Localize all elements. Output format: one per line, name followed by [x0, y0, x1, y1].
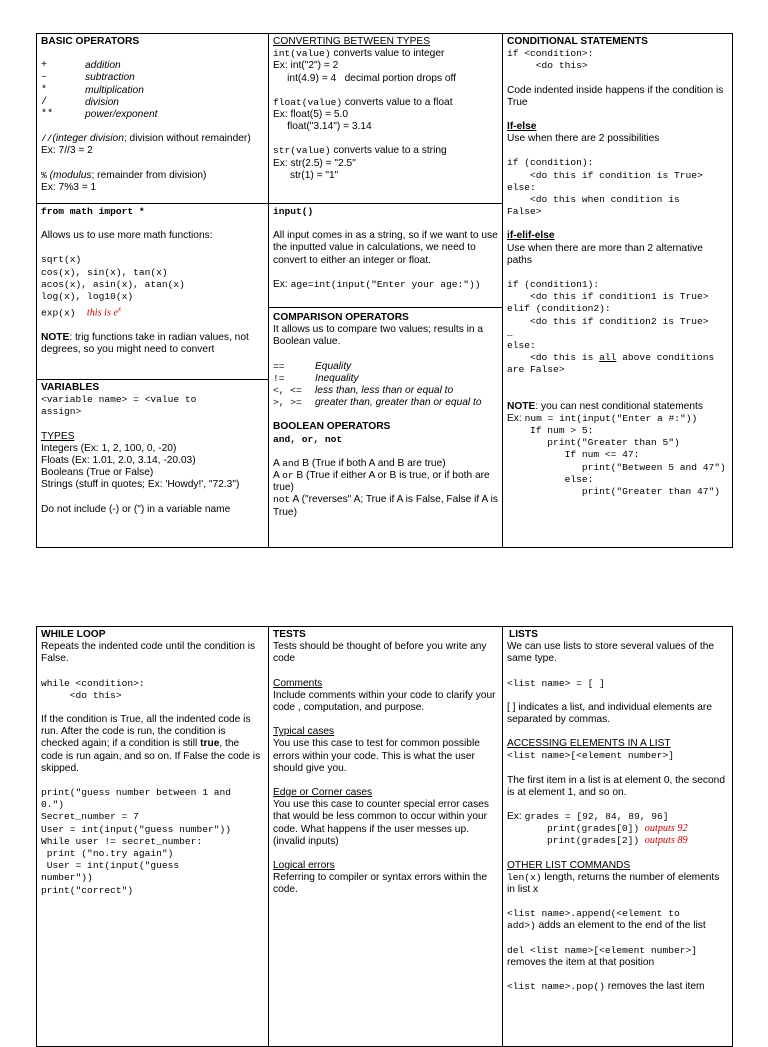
tests-cell — [269, 627, 503, 1047]
boolean-ops-line: and, or, not — [273, 433, 343, 445]
if-else-title: If-else — [507, 121, 537, 133]
comparison-row: != Inequality — [273, 372, 359, 384]
comparison-row: >, >= greater than, greater than or equal to — [273, 397, 482, 409]
tests-title: TESTS — [273, 629, 306, 640]
variable-name-note: Do not include (-) or (") in a variable name — [41, 503, 231, 515]
variables-title: VARIABLES — [41, 382, 100, 393]
grades-example-line: print(grades[2]) outputs 89 — [547, 835, 688, 847]
comparison-row: <, <= less than, less than or equal to — [273, 385, 454, 397]
converting-types-title: CONVERTING BETWEEN TYPES — [273, 36, 430, 47]
operator-row: * multiplication — [41, 84, 144, 96]
grades-example-line: print(grades[0]) outputs 92 — [547, 823, 688, 835]
math-functions-code: sqrt(x) cos(x), sin(x), tan(x) acos(x), asin(x), atan(x) log(x), log10(x) — [41, 254, 185, 303]
float-example-1: Ex: float(5) = 5.0 — [273, 109, 349, 121]
operator-row: + addition — [41, 60, 121, 72]
str-conversion: str(value) converts value to a string — [273, 145, 447, 157]
conditional-statements-cell — [503, 34, 733, 548]
list-create-code: <list name> = [ ] — [507, 677, 605, 689]
types-title: TYPES — [41, 430, 75, 442]
conditional-title: CONDITIONAL STATEMENTS — [507, 36, 648, 47]
access-desc: The first item in a list is at element 0, the second is at element 1, and so on. — [507, 774, 725, 798]
cheat-sheet-table-top — [36, 33, 733, 548]
nested-example: Ex: num = int(input("Enter a #:")) If num > 5: print("Greater than 5") If num <= 47: print("Between 5 and 47") else: print("Greater than 47") — [507, 412, 726, 498]
basic-operators-title: BASIC OPERATORS — [41, 36, 140, 47]
pop-command: <list name>.pop() removes the last item — [507, 981, 705, 993]
comparison-title: COMPARISON OPERATORS — [273, 312, 409, 324]
variable-syntax: <variable name> = <value to assign> — [41, 394, 197, 418]
list-brackets-desc: [ ] indicates a list, and individual elements are separated by commas. — [507, 701, 712, 726]
if-elif-else-desc: Use when there are more than 2 alternative paths — [507, 242, 703, 266]
boolean-or: A or B (True if either A or B is true, or if both are true) — [273, 470, 490, 494]
while-loop-explanation: If the condition is True, all the indented code is run. After the code is run, the condition is checked again; if a condition is still true, the code is run again, and so on. If False the code is skipped. — [41, 714, 261, 774]
tests-desc: Tests should be thought of before you write any code — [273, 641, 487, 665]
comparison-row: == Equality — [273, 360, 352, 372]
len-command: len(x) length, returns the number of elements in list x — [507, 871, 720, 896]
if-elif-else-title: if-elif-else — [507, 230, 555, 242]
math-module-cell — [37, 204, 269, 380]
nested-note: NOTE: you can nest conditional statements — [507, 400, 703, 412]
integer-division-example: Ex: 7//3 = 2 — [41, 145, 93, 157]
str-example-1: Ex: str(2.5) = "2.5" — [273, 157, 356, 169]
trig-note: NOTE: trig functions take in radian values, not degrees, so you might need to convert — [41, 331, 249, 356]
while-loop-title: WHILE LOOP — [41, 629, 106, 640]
logical-errors-desc: Referring to compiler or syntax errors within the code. — [273, 872, 488, 896]
typical-cases-desc: You use this case to test for common possible errors within your code. This is what the user should give you. — [273, 738, 480, 774]
if-else-desc: Use when there are 2 possibilities — [507, 133, 660, 145]
while-loop-cell — [37, 627, 269, 1047]
modulus-desc: % (modulus; remainder from division) — [41, 169, 207, 181]
type-item: Floats (Ex: 1.01, 2.0, 3.14, -20.03) — [41, 455, 196, 467]
math-import-title: from math import * — [41, 206, 145, 217]
boolean-not: not A ("reverses" A; True if A is False, False if A is True) — [273, 494, 498, 518]
while-loop-desc: Repeats the indented code until the condition is False. — [41, 641, 256, 665]
lists-title: LISTS — [509, 629, 538, 640]
int-conversion: int(value) converts value to integer — [273, 48, 445, 60]
variables-cell — [37, 380, 269, 548]
comparison-desc: It allows us to compare two values; results in a Boolean value. — [273, 324, 484, 348]
operator-row: ** power/exponent — [41, 109, 158, 121]
input-comparison-boolean-cell — [269, 204, 503, 548]
grades-example: Ex: grades = [92, 84, 89, 96] — [507, 811, 669, 823]
int-example-2: int(4.9) = 4 decimal portion drops off — [273, 72, 456, 84]
boolean-title: BOOLEAN OPERATORS — [273, 421, 391, 433]
basic-operators-cell — [37, 34, 269, 204]
int-example-1: Ex: int("2") = 2 — [273, 60, 339, 72]
if-desc: Code indented inside happens if the condition is True — [507, 84, 724, 108]
modulus-example: Ex: 7%3 = 1 — [41, 181, 97, 193]
if-elif-else-code: if (condition1): <do this if condition1 is True> elif (condition2): <do this if condition2 is True> … else: <do this is all above conditions are False> — [507, 279, 715, 376]
comments-title: Comments — [273, 677, 323, 689]
lists-desc: We can use lists to store several values of the same type. — [507, 641, 715, 665]
type-item: Integers (Ex: 1, 2, 100, 0, -20) — [41, 442, 177, 454]
math-desc: Allows us to use more math functions: — [41, 230, 213, 242]
exp-function: exp(x) this is $e^x$ — [41, 305, 122, 319]
edge-cases-desc: You use this case to counter special error cases that would be less common to occur within your code. What happens if the user messes up. (invalid inputs) — [273, 799, 489, 847]
section-divider — [269, 307, 502, 308]
boolean-and: A and B (True if both A and B are true) — [273, 457, 446, 469]
del-command-desc: removes the item at that position — [507, 956, 655, 968]
input-example: Ex: age=int(input("Enter your age:")) — [273, 278, 481, 290]
accessing-elements-title: ACCESSING ELEMENTS IN A LIST — [507, 738, 671, 750]
if-syntax-code: if <condition>: <do this> — [507, 48, 594, 72]
integer-division-desc: //(integer division; division without remainder) — [41, 133, 251, 145]
input-desc: All input comes in as a string, so if we want to use the inputted value in calculations, we need to convert to either an integer or float. — [273, 230, 498, 266]
del-command-code: del <list name>[<element number>] — [507, 944, 697, 956]
logical-errors-title: Logical errors — [273, 860, 335, 872]
while-syntax-code: while <condition>: <do this> — [41, 677, 145, 701]
cheat-sheet-table-bottom — [36, 626, 733, 1047]
if-else-code: if (condition): <do this if condition is True> else: <do this when condition is False> — [507, 157, 703, 218]
operator-row: / division — [41, 96, 119, 108]
lists-cell — [503, 627, 733, 1047]
float-conversion: float(value) converts value to a float — [273, 96, 453, 108]
comments-desc: Include comments within your code to clarify your code , computation, and purpose. — [273, 689, 496, 714]
typical-cases-title: Typical cases — [273, 726, 335, 738]
converting-types-cell — [269, 34, 503, 204]
access-syntax: <list name>[<element number>] — [507, 750, 674, 762]
append-command: <list name>.append(<element to add>) adds an element to the end of the list — [507, 908, 706, 932]
other-list-commands-title: OTHER LIST COMMANDS — [507, 859, 631, 871]
type-item: Booleans (True or False) — [41, 467, 154, 479]
float-example-2: float("3.14") = 3.14 — [273, 121, 372, 133]
input-title: input() — [273, 206, 314, 217]
guess-number-code: print("guess number between 1 and 0.") Secret_number = 7 User = int(input("guess number")) While user != secret_number: print ("no.try again") User = int(input("guess number")) print("correct") — [41, 787, 231, 896]
operator-row: – subtraction — [41, 72, 135, 84]
str-example-2: str(1) = "1" — [273, 169, 339, 181]
type-item: Strings (stuff in quotes; Ex: 'Howdy!', "72.3") — [41, 479, 240, 491]
edge-cases-title: Edge or Corner cases — [273, 787, 373, 799]
